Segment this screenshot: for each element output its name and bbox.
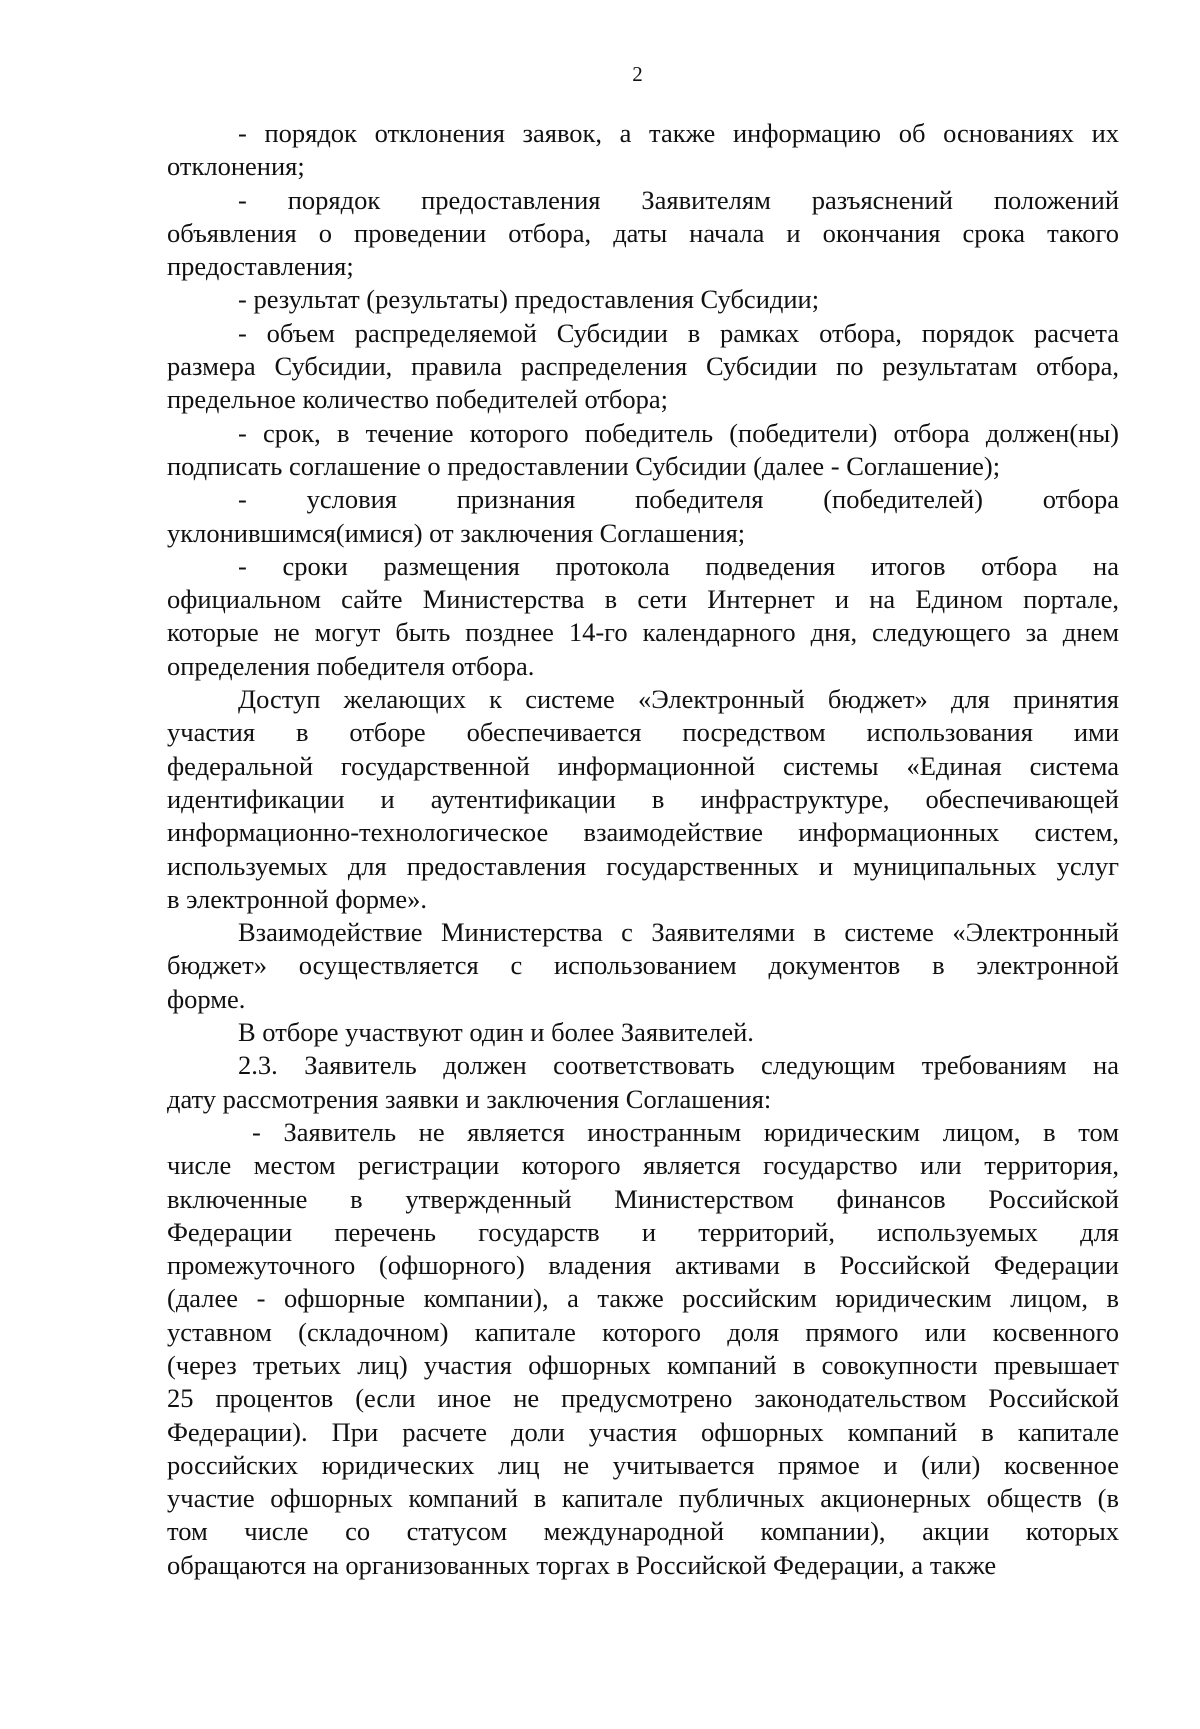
paragraph-line: участия в отборе обеспечивается посредством использования ими <box>167 717 1119 748</box>
paragraph-line: 2.3. Заявитель должен соответствовать следующим требованиям на <box>238 1050 1119 1081</box>
paragraph-line: объявления о проведении отбора, даты начала и окончания срока такого <box>167 217 1119 248</box>
paragraph-line: числе местом регистрации которого является государство или территория, <box>167 1150 1119 1181</box>
paragraph-line: подписать соглашение о предоставлении Субсидии (далее - Соглашение); <box>167 450 1001 481</box>
paragraph-line: Доступ желающих к системе «Электронный бюджет» для принятия <box>238 684 1119 715</box>
paragraph-line: идентификации и аутентификации в инфраструктуре, обеспечивающей <box>167 783 1119 814</box>
paragraph <box>167 1016 1119 1049</box>
paragraph-line: дату рассмотрения заявки и заключения Соглашения: <box>167 1083 772 1114</box>
paragraph <box>167 916 1119 1016</box>
paragraph-line: Федерации перечень государств и территорий, используемых для <box>167 1216 1119 1247</box>
paragraph-line: (через третьих лиц) участия офшорных компаний в совокупности превышает <box>167 1349 1119 1380</box>
paragraph-line: предельное количество победителей отбора; <box>167 384 669 415</box>
paragraph-line: - Заявитель не является иностранным юридическим лицом, в том <box>252 1116 1119 1147</box>
paragraph-line: 25 процентов (если иное не предусмотрено законодательством Российской <box>167 1383 1119 1414</box>
paragraph <box>167 1049 1119 1116</box>
paragraph <box>167 550 1119 683</box>
paragraph-line: российских юридических лиц не учитывается прямое и (или) косвенное <box>167 1449 1119 1480</box>
paragraph-line: размера Субсидии, правила распределения Субсидии по результатам отбора, <box>167 351 1119 382</box>
paragraph-line: которые не могут быть позднее 14-го календарного дня, следующего за днем <box>167 617 1119 648</box>
paragraph-line: бюджет» осуществляется с использованием документов в электронной <box>167 950 1119 981</box>
paragraph-line: - порядок предоставления Заявителям разъяснений положений <box>238 184 1119 215</box>
paragraph-line: - сроки размещения протокола подведения итогов отбора на <box>238 550 1119 581</box>
paragraph-line: в электронной форме». <box>167 883 428 914</box>
paragraph <box>167 317 1119 417</box>
document-body <box>167 117 1119 1582</box>
paragraph <box>167 483 1119 550</box>
paragraph-line: - объем распределяемой Субсидии в рамках отбора, порядок расчета <box>238 317 1119 348</box>
paragraph-line: определения победителя отбора. <box>167 650 535 681</box>
paragraph <box>167 117 1119 184</box>
paragraph-line: - результат (результаты) предоставления Субсидии; <box>238 284 820 315</box>
paragraph <box>167 683 1119 916</box>
paragraph <box>167 1116 1119 1582</box>
paragraph-line: В отборе участвуют один и более Заявителей. <box>238 1017 754 1048</box>
paragraph-line: включенные в утвержденный Министерством финансов Российской <box>167 1183 1119 1214</box>
paragraph-line: форме. <box>167 983 246 1014</box>
paragraph-line: Федерации). При расчете доли участия офшорных компаний в капитале <box>167 1416 1119 1447</box>
paragraph-line: обращаются на организованных торгах в Российской Федерации, а также <box>167 1549 997 1580</box>
paragraph-line: информационно-технологическое взаимодействие информационных систем, <box>167 817 1119 848</box>
paragraph-line: (далее - офшорные компании), а также российским юридическим лицом, в <box>167 1283 1119 1314</box>
paragraph-line: отклонения; <box>167 151 305 182</box>
paragraph-line: Взаимодействие Министерства с Заявителями в системе «Электронный <box>238 917 1119 948</box>
paragraph-line: уклонившимся(имися) от заключения Соглашения; <box>167 517 746 548</box>
paragraph-line: предоставления; <box>167 251 354 282</box>
paragraph <box>167 283 1119 316</box>
paragraph-line: промежуточного (офшорного) владения активами в Российской Федерации <box>167 1250 1119 1281</box>
paragraph-line: - порядок отклонения заявок, а также информацию об основаниях их <box>238 118 1119 148</box>
paragraph-line: уставном (складочном) капитале которого доля прямого или косвенного <box>167 1316 1119 1347</box>
paragraph <box>167 417 1119 484</box>
paragraph-line: - срок, в течение которого победитель (победители) отбора должен(ны) <box>238 417 1119 448</box>
paragraph-line: участие офшорных компаний в капитале публичных акционерных обществ (в <box>167 1483 1119 1514</box>
paragraph-line: используемых для предоставления государственных и муниципальных услуг <box>167 850 1119 881</box>
paragraph-line: том числе со статусом международной компании), акции которых <box>167 1516 1119 1547</box>
paragraph <box>167 184 1119 284</box>
paragraph-line: федеральной государственной информационной системы «Единая система <box>167 750 1119 781</box>
page-number: 2 <box>632 62 643 86</box>
paragraph-line: официальном сайте Министерства в сети Интернет и на Едином портале, <box>167 584 1119 615</box>
paragraph-line: - условия признания победителя (победителей) отбора <box>238 484 1119 515</box>
